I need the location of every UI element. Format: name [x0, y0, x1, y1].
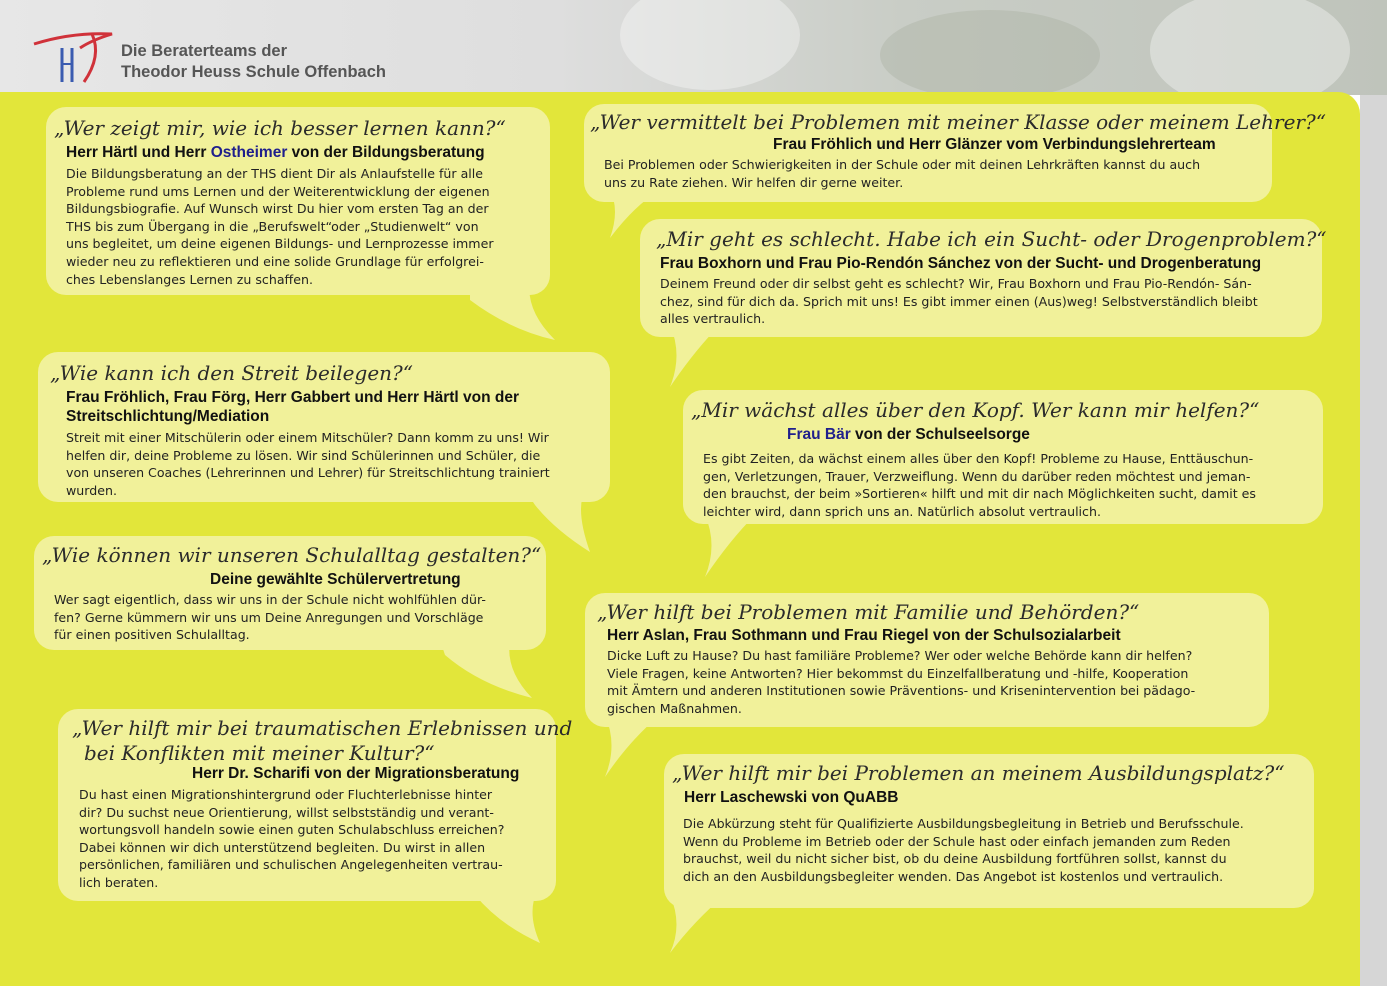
bubble-question: „Wer hilft bei Problemen mit Familie und Behörden?“ — [597, 600, 1140, 624]
bubble-text: Die Bildungsberatung an der THS dient Dir als Anlaufstelle für alle Probleme rund ums Lernen und der Weiterentwicklung der eigenen Bildungsbiografie. Auf Wunsch wirst Du hier vom ersten Tag an der THS bis zum Übergang in die „Berufswelt“oder „Studienwelt“ von uns begleitet, um deine eigenen Bildungs- und Lernprozesse immer wieder neu zu reflektieren und eine solide Grundlage für erfolgrei- ches Lebenslanges Lernen zu schaffen. — [66, 166, 494, 287]
bubble-tail — [700, 515, 760, 580]
bubble-verbindungslehrer — [584, 104, 1326, 202]
bubble-schulsozialarbeit — [585, 593, 1269, 727]
bubble-schuelervertretung — [34, 536, 546, 650]
bubble-text: Streit mit einer Mitschülerin oder einem Mitschüler? Dann komm zu uns! Wir helfen dir, deine Probleme zu lösen. Wir sind Schülerinnen und Schüler, die von unseren Coaches (Lehrerinnen und Lehrer) für Streitschlichtung trainiert wurden. — [66, 430, 550, 498]
bubble-question: „Mir geht es schlecht. Habe ich ein Sucht- oder Drogenproblem?“ — [656, 227, 1327, 251]
bubble-contact: Frau Fröhlich und Herr Glänzer vom Verbindungslehrerteam — [773, 136, 1216, 153]
right-margin-strip — [1360, 95, 1387, 986]
bubble-question: „Wie können wir unseren Schulalltag gestalten?“ — [42, 543, 542, 567]
bubble-question: „Wer hilft mir bei Problemen an meinem Ausbildungsplatz?“ — [672, 761, 1285, 785]
bubble-text: Wer sagt eigentlich, dass wir uns in der Schule nicht wohlfühlen dür- fen? Gerne kümmern wir uns um Deine Anregungen und Vorschläge für einen positiven Schulalltag. — [54, 592, 486, 643]
bubble-contact: Deine gewählte Schülervertretung — [210, 571, 461, 588]
bubble-contact: Herr Aslan, Frau Sothmann und Frau Riegel von der Schulsozialarbeit — [607, 627, 1121, 644]
bubble-question: „Mir wächst alles über den Kopf. Wer kann mir helfen?“ — [691, 398, 1260, 422]
bubble-contact: Herr Laschewski von QuABB — [684, 789, 899, 806]
bubble-schulseelsorge — [683, 390, 1323, 524]
bubble-contact: Herr Härtl und Herr Ostheimer von der Bildungsberatung — [66, 144, 485, 161]
bubble-text: Du hast einen Migrationshintergrund oder Fluchterlebnisse hinter dir? Du suchst neue Orientierung, willst selbstständig und verant- wortungsvoll handeln sowie einen guten Schulabschluss erreichen? Dabei können wir dich unterstützend begleiten. Du wirst in allen persönlichen, familiären und schulischen Angelegenheiten vertrau- lich beraten. — [79, 787, 505, 890]
brand-line-1: Die Beraterteams der — [121, 42, 287, 60]
bubble-text: Es gibt Zeiten, da wächst einem alles über den Kopf! Probleme zu Hause, Enttäuschun- gen, Verletzungen, Trauer, Verzweiflung. Wenn du darüber reden möchtest und jeman- den brauchst, der beim »Sortieren« hilft und mit dir nach Möglichkeiten sucht, damit es leichter wird, dann sprich uns an. Natürlich absolut vertraulich. — [703, 451, 1256, 519]
bubble-question: „Wie kann ich den Streit beilegen?“ — [50, 361, 413, 385]
bubble-migrationsberatung — [58, 709, 573, 901]
bubble-streitschlichtung — [38, 352, 610, 502]
bubble-text: Die Abkürzung steht für Qualifizierte Ausbildungsbegleitung in Betrieb und Berufsschule. Wenn du Probleme im Betrieb oder der Schule hast oder einfach jemanden zum Reden brauchst, weil du nicht sicher bist, ob du deine Ausbildung fortführen sollst, kannst du dich an den Ausbildungsbegleiter wenden. Das Angebot ist kostenlos und vertraulich. — [683, 816, 1244, 884]
bubble-contact: Frau Fröhlich, Frau Förg, Herr Gabbert und Herr Härtl von der Streitschlichtung/Mediation — [66, 389, 520, 425]
bubble-text: Dicke Luft zu Hause? Du hast familiäre Probleme? Wer oder welche Behörde kann dir helfen? Viele Fragen, keine Antworten? Hier bekommst du Einzelfallberatung und -hilfe, Kooperation mit Ämtern und anderen Institutionen sowie Präventions- und Krisenintervention bei pädago- gischen Maßnahmen. — [607, 648, 1196, 716]
bubble-contact: Frau Boxhorn und Frau Pio-Rendón Sánchez von der Sucht- und Drogenberatung — [660, 255, 1262, 272]
bubble-question: „Wer hilft mir bei traumatischen Erlebnissen und bei Konflikten mit meiner Kultur?“ — [72, 716, 573, 765]
brand-title — [121, 41, 386, 83]
ths-logo-icon — [32, 26, 116, 86]
bubble-bildungsberatung — [46, 107, 550, 295]
bubble-suchtberatung — [640, 219, 1327, 337]
bubble-question: „Wer vermittelt bei Problemen mit meiner Klasse oder meinem Lehrer?“ — [590, 110, 1326, 134]
bubble-text: Deinem Freund oder dir selbst geht es schlecht? Wir, Frau Boxhorn und Frau Pio-Rendón- Sán- chez, sind für dich da. Sprich mit uns! Es gibt immer einen (Aus)weg! Selbstverständlich bleibt alles vertraulich. — [660, 276, 1258, 327]
brand-line-2: Theodor Heuss Schule Offenbach — [121, 63, 386, 81]
bubble-quabb — [664, 754, 1314, 908]
bubble-contact: Herr Dr. Scharifi von der Migrationsberatung — [192, 765, 520, 782]
bubble-question: „Wer zeigt mir, wie ich besser lernen kann?“ — [54, 116, 506, 140]
bubble-contact: Frau Bär von der Schulseelsorge — [787, 426, 1030, 443]
bubble-text: Bei Problemen oder Schwierigkeiten in der Schule oder mit deinen Lehrkräften kannst du auch uns zu Rate ziehen. Wir helfen dir gerne weiter. — [604, 157, 1201, 190]
